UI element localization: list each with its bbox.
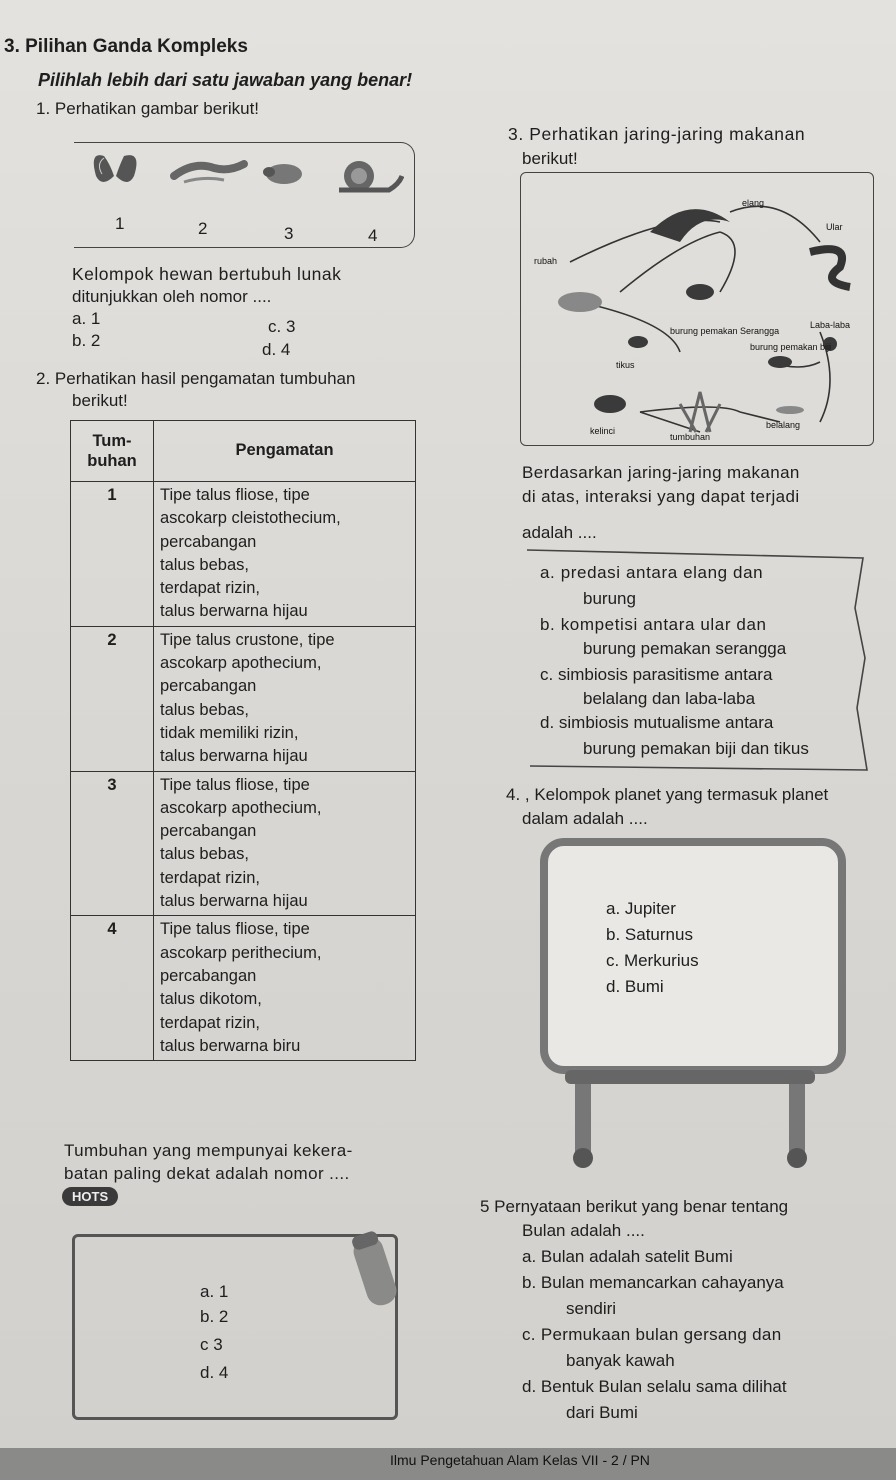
q1-option-a[interactable]: a. 1 [72, 309, 101, 328]
observation-line: talus berwarna hijau [160, 892, 308, 911]
q3-option-c-line-2: belalang dan laba-laba [583, 689, 756, 708]
q3-question-line-1: Berdasarkan jaring-jaring makanan [522, 463, 800, 482]
q4-option-a[interactable]: a. Jupiter [606, 899, 676, 918]
q5-option-b-line-2: sendiri [566, 1299, 617, 1318]
animal-number-3: 3 [284, 224, 294, 243]
observation-line: talus berwarna hijau [160, 602, 308, 621]
table-header-row [71, 421, 416, 482]
observation-line: ascokarp apothecium, [160, 654, 322, 673]
animal-number-4: 4 [368, 226, 378, 245]
table-cell-num: 3 [71, 771, 154, 916]
page-footer-text: Ilmu Pengetahuan Alam Kelas VII - 2 / PN [390, 1452, 650, 1468]
observation-line: terdapat rizin, [160, 1013, 260, 1032]
observation-line: talus bebas, [160, 845, 249, 864]
table-row [71, 626, 416, 771]
section-title: 3. Pilihan Ganda Kompleks [4, 36, 248, 57]
table-header-observation: Pengamatan [154, 421, 416, 482]
observation-table [70, 420, 416, 1061]
q2-stem: 2. Perhatikan hasil pengamatan tumbuhan [36, 369, 356, 388]
table-cell-num: 1 [71, 482, 154, 627]
snail-icon [339, 161, 402, 191]
q4-option-b[interactable]: b. Saturnus [606, 925, 693, 944]
q5-option-b[interactable]: b. Bulan memancarkan cahayanya [522, 1273, 784, 1292]
q1-stem: 1. Perhatikan gambar berikut! [36, 99, 260, 118]
table-cell-observation [154, 482, 416, 627]
observation-line: percabangan [160, 966, 257, 985]
whiteboard-stand-icon [545, 1040, 835, 1170]
q3-option-a-line-2: burung [583, 589, 636, 608]
q1-question-line-2: ditunjukkan oleh nomor .... [72, 287, 272, 306]
rabbit-icon [594, 395, 626, 413]
observation-line: ascokarp apothecium, [160, 798, 322, 817]
q2-option-b[interactable]: b. 2 [200, 1307, 229, 1326]
q3-option-c[interactable]: c. simbiosis parasitisme antara [540, 665, 773, 684]
table-cell-observation [154, 771, 416, 916]
pencil-icon [350, 1226, 410, 1316]
q3-option-b[interactable]: b. kompetisi antara ular dan [540, 615, 767, 634]
q3-stem-2: berikut! [522, 149, 578, 168]
label-rubah: rubah [534, 256, 558, 266]
q1-animal-illustrations [84, 146, 404, 206]
table-cell-observation [154, 626, 416, 771]
label-belalang: belalang [766, 420, 801, 430]
animal-number-1: 1 [115, 214, 125, 233]
table-cell-observation [154, 916, 416, 1061]
section-instruction: Pilihlah lebih dari satu jawaban yang benar! [38, 70, 413, 90]
observation-line: terdapat rizin, [160, 579, 260, 598]
q4-stem: 4. , Kelompok planet yang termasuk planet [506, 785, 829, 804]
caterpillar-icon [263, 164, 302, 184]
q1-question-line-1: Kelompok hewan bertubuh lunak [72, 264, 342, 284]
table-cell-num: 4 [71, 916, 154, 1061]
q3-option-d[interactable]: d. simbiosis mutualisme antara [540, 713, 774, 732]
q5-option-d[interactable]: d. Bentuk Bulan selalu sama dilihat [522, 1377, 787, 1396]
q3-question-line-2: di atas, interaksi yang dapat terjadi [522, 487, 800, 506]
observation-line: ascokarp perithecium, [160, 943, 322, 962]
observation-line: percabangan [160, 532, 257, 551]
q3-question-line-3: adalah .... [522, 523, 597, 542]
q4-stem-2: dalam adalah .... [522, 809, 648, 828]
observation-line: percabangan [160, 677, 257, 696]
observation-line: Tipe talus fliose, tipe [160, 775, 310, 794]
q5-stem-2: Bulan adalah .... [522, 1221, 645, 1240]
q2-stem-2: berikut! [72, 391, 128, 410]
worm-icon [174, 164, 244, 182]
label-burung-biji: burung pemakan biji [750, 342, 832, 352]
q5-stem: 5 Pernyataan berikut yang benar tentang [480, 1197, 789, 1216]
label-tumbuhan: tumbuhan [670, 432, 711, 442]
q4-option-d[interactable]: d. Bumi [606, 977, 664, 996]
observation-line: percabangan [160, 822, 257, 841]
eagle-icon [650, 209, 730, 242]
table-header-plant: Tum- buhan [71, 421, 154, 482]
table-cell-num: 2 [71, 626, 154, 771]
observation-line: tidak memiliki rizin, [160, 723, 299, 742]
observation-line: talus bebas, [160, 700, 249, 719]
observation-line: terdapat rizin, [160, 868, 260, 887]
label-elang: elang [742, 198, 765, 208]
insectivore-bird-icon [686, 284, 714, 300]
q5-option-a[interactable]: a. Bulan adalah satelit Bumi [522, 1247, 733, 1266]
q5-option-c[interactable]: c. Permukaan bulan gersang dan [522, 1325, 782, 1344]
observation-line: Tipe talus crustone, tipe [160, 630, 335, 649]
q5-option-c-line-2: banyak kawah [566, 1351, 675, 1370]
label-tikus: tikus [616, 360, 635, 370]
food-web-diagram [520, 172, 872, 444]
observation-line: Tipe talus fliose, tipe [160, 486, 310, 504]
q2-question-line-1: Tumbuhan yang mempunyai kekera- [64, 1141, 353, 1160]
q2-option-c[interactable]: c 3 [200, 1335, 223, 1354]
q1-option-d[interactable]: d. 4 [262, 340, 291, 359]
observation-line: talus dikotom, [160, 990, 262, 1009]
observation-line: talus berwarna hijau [160, 747, 308, 766]
q2-option-d[interactable]: d. 4 [200, 1363, 229, 1382]
q2-option-a[interactable]: a. 1 [200, 1282, 229, 1301]
table-row [71, 916, 416, 1061]
observation-line: talus bebas, [160, 555, 249, 574]
label-burung-serangga: burung pemakan Serangga [670, 326, 780, 336]
seed-bird-icon [768, 356, 792, 368]
q5-option-d-line-2: dari Bumi [566, 1403, 638, 1422]
table-row [71, 482, 416, 627]
plant-icon [680, 392, 720, 432]
animal-number-2: 2 [198, 219, 208, 238]
hots-badge: HOTS [62, 1187, 118, 1206]
table-row [71, 771, 416, 916]
snake-icon [810, 249, 850, 287]
q1-option-c[interactable]: c. 3 [268, 317, 296, 336]
q2-question-line-2: batan paling dekat adalah nomor .... [64, 1164, 350, 1183]
label-ular: Ular [826, 222, 843, 232]
q1-option-b[interactable]: b. 2 [72, 331, 101, 350]
label-kelinci: kelinci [590, 426, 616, 436]
q4-option-c[interactable]: c. Merkurius [606, 951, 699, 970]
label-laba-laba: Laba-laba [810, 320, 851, 330]
q3-stem: 3. Perhatikan jaring-jaring makanan [508, 124, 806, 144]
q3-option-b-line-2: burung pemakan serangga [583, 639, 787, 658]
observation-line: talus berwarna biru [160, 1036, 301, 1055]
q3-option-a[interactable]: a. predasi antara elang dan [540, 563, 764, 582]
mouse-icon [628, 336, 648, 348]
fox-icon [558, 292, 602, 312]
q3-option-d-line-2: burung pemakan biji dan tikus [583, 739, 809, 758]
observation-line: Tipe talus fliose, tipe [160, 920, 310, 939]
grasshopper-icon [776, 406, 804, 414]
observation-line: ascokarp cleistothecium, [160, 509, 341, 528]
butterfly-icon [94, 155, 137, 182]
